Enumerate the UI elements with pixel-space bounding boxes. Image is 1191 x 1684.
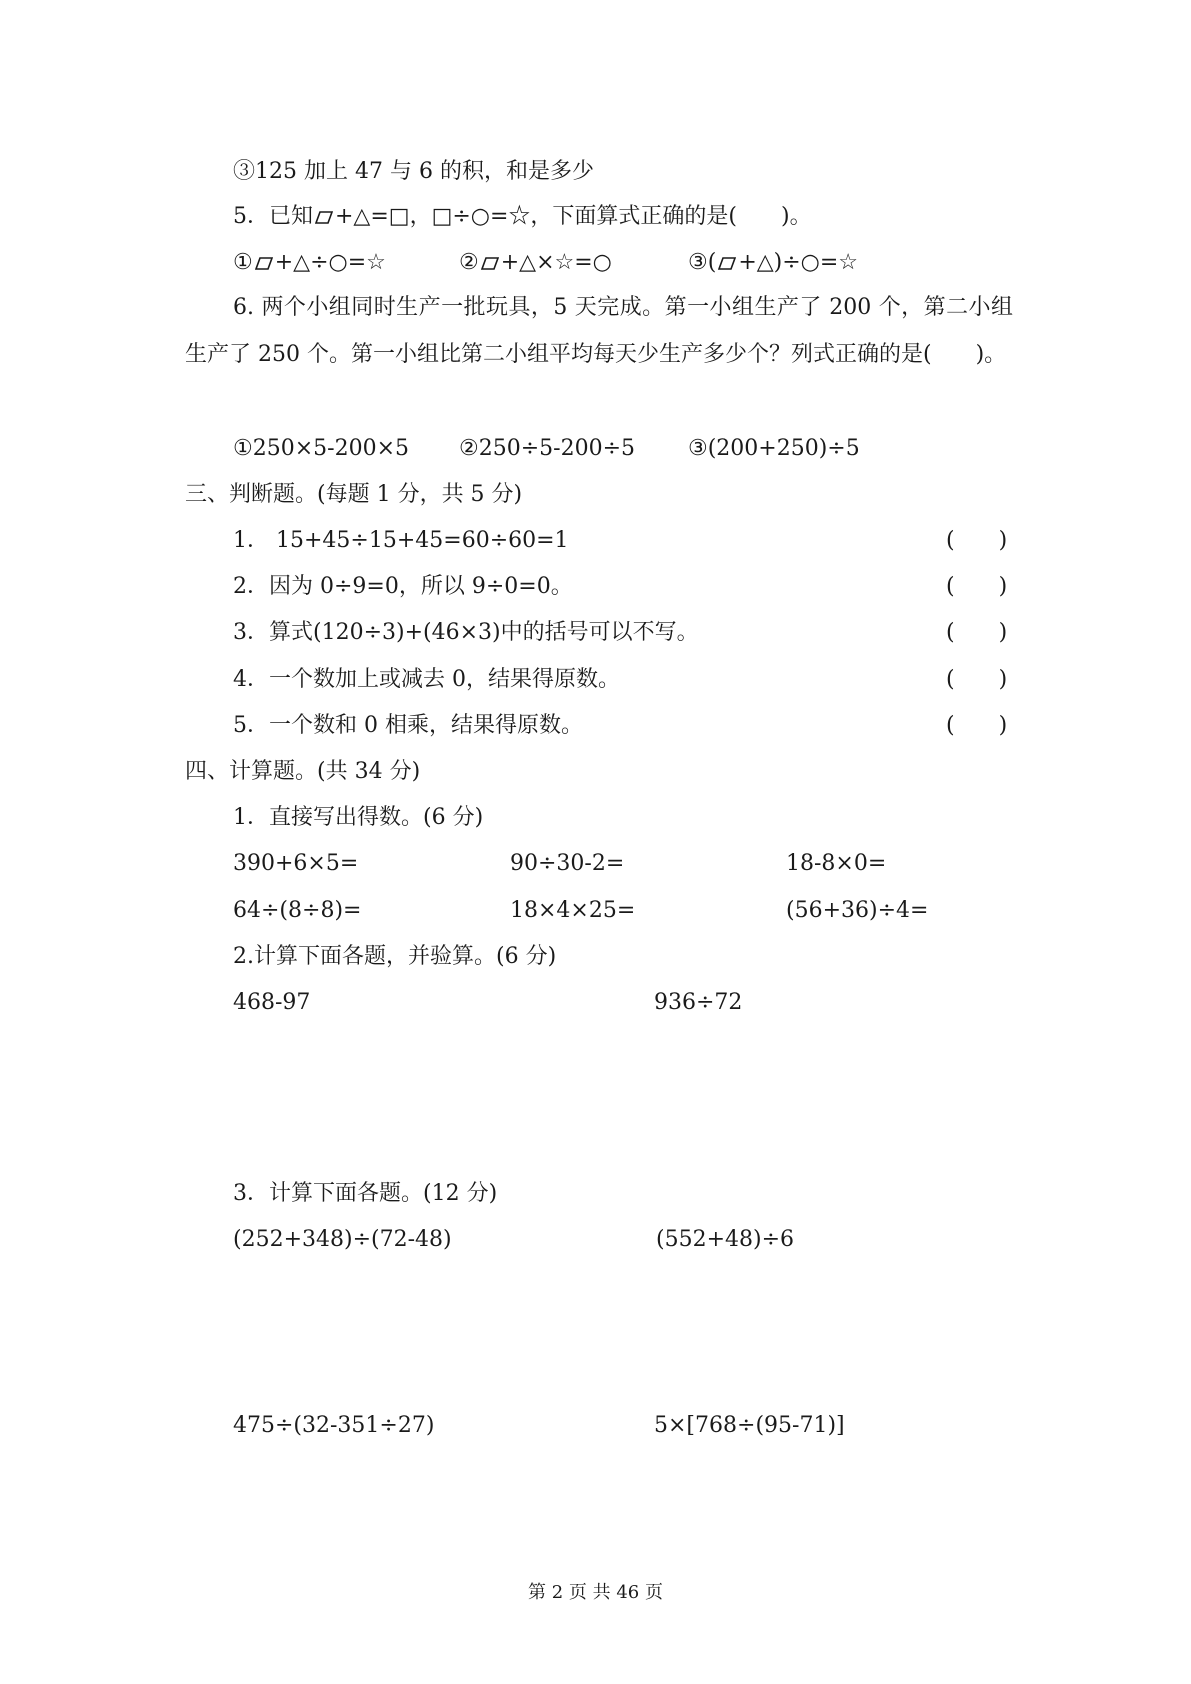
answer-blank[interactable]: ( ) bbox=[946, 528, 1008, 553]
compute-item: 475÷(32-351÷27) bbox=[233, 1413, 435, 1438]
verify-item: 936÷72 bbox=[654, 990, 743, 1015]
calc-item: 18×4×25= bbox=[510, 898, 636, 923]
parallelogram-icon bbox=[481, 257, 499, 270]
answer-blank[interactable]: ( ) bbox=[946, 574, 1008, 599]
q5-option-1 bbox=[233, 248, 386, 278]
judge-item-4: 4．一个数加上或减去 0，结果得原数。 bbox=[233, 667, 620, 692]
q5-option-3-label: ③( bbox=[688, 250, 717, 275]
judge-item-5: 5．一个数和 0 相乘，结果得原数。 bbox=[233, 713, 583, 738]
q4-item-3: ③125 加上 47 与 6 的积，和是多少 bbox=[233, 159, 594, 184]
question-6: 6. 两个小组同时生产一批玩具，5 天完成。第一小组生产了 200 个，第二小组生产了 250 个。第一小组比第二小组平均每天少生产多少个？列式正确的是( )。 bbox=[185, 295, 1013, 367]
parallelogram-icon bbox=[718, 257, 736, 270]
question-5 bbox=[233, 202, 812, 232]
answer-blank[interactable]: ( ) bbox=[946, 667, 1008, 692]
answer-blank[interactable]: ( ) bbox=[946, 620, 1008, 645]
judge-item-3: 3．算式(120÷3)+(46×3)中的括号可以不写。 bbox=[233, 620, 699, 645]
q5-text-part1: 5．已知 bbox=[233, 204, 313, 229]
calc-item: 90÷30-2= bbox=[510, 851, 625, 876]
q6-option-3: ③(200+250)÷5 bbox=[688, 436, 860, 461]
part-2-title: 2.计算下面各题，并验算。(6 分) bbox=[233, 944, 557, 969]
q5-option-1-label: ① bbox=[233, 250, 253, 275]
q6-option-2: ②250÷5-200÷5 bbox=[459, 436, 635, 461]
q5-option-2 bbox=[459, 248, 612, 278]
part-1-title: 1．直接写出得数。(6 分) bbox=[233, 805, 484, 830]
part-3-title: 3．计算下面各题。(12 分) bbox=[233, 1181, 498, 1206]
answer-blank[interactable]: ( ) bbox=[946, 713, 1008, 738]
q5-option-1-text: +△÷○=☆ bbox=[274, 250, 386, 275]
calc-item: 18-8×0= bbox=[786, 851, 887, 876]
q5-text-part2: +△=□，□÷○=☆，下面算式正确的是( )。 bbox=[335, 204, 812, 229]
parallelogram-icon bbox=[255, 257, 273, 270]
q5-option-3-text: +△)÷○=☆ bbox=[738, 250, 859, 275]
q5-option-2-text: +△×☆=○ bbox=[500, 250, 612, 275]
q5-option-3 bbox=[688, 248, 858, 278]
compute-item: 5×[768÷(95-71)] bbox=[654, 1413, 845, 1438]
section-4-title: 四、计算题。(共 34 分) bbox=[185, 759, 421, 784]
judge-item-2: 2．因为 0÷9=0，所以 9÷0=0。 bbox=[233, 574, 573, 599]
q6-option-1: ①250×5-200×5 bbox=[233, 436, 409, 461]
calc-item: 64÷(8÷8)= bbox=[233, 898, 362, 923]
judge-item-1: 1． 15+45÷15+45=60÷60=1 bbox=[233, 528, 569, 553]
parallelogram-icon bbox=[315, 211, 333, 224]
calc-item: (56+36)÷4= bbox=[786, 898, 929, 923]
section-3-title: 三、判断题。(每题 1 分，共 5 分) bbox=[185, 482, 523, 507]
compute-item: (552+48)÷6 bbox=[656, 1227, 795, 1252]
q5-option-2-label: ② bbox=[459, 250, 479, 275]
verify-item: 468-97 bbox=[233, 990, 311, 1015]
calc-item: 390+6×5= bbox=[233, 851, 359, 876]
compute-item: (252+348)÷(72-48) bbox=[233, 1227, 452, 1252]
page-footer: 第 2 页 共 46 页 bbox=[528, 1582, 663, 1603]
